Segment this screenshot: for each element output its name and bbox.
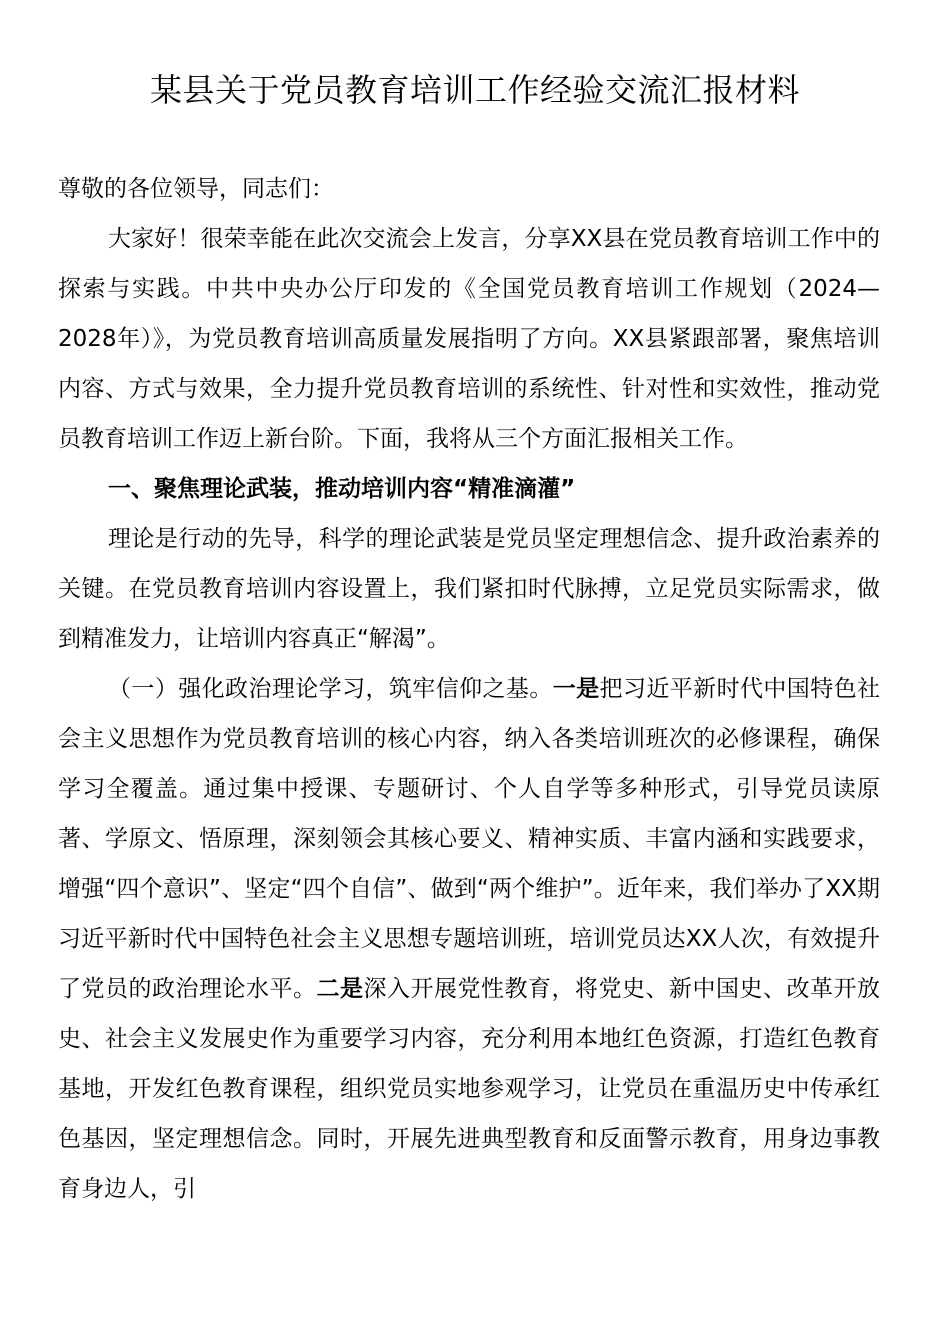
point-text-2: 深入开展党性教育，将党史、新中国史、改革开放史、社会主义发展史作为重要学习内容，充分利用本地红色资源，打造红色教育基地，开发红色教育课程，组织党员实地参观学习，让党员在重温历史中传承红色基因，坚定理想信念。同时，开展先进典型教育和反面警示教育，用身边事教育身边人，引: [58, 976, 880, 1202]
point-label-1: 一是: [552, 676, 600, 702]
intro-paragraph: 大家好！很荣幸能在此次交流会上发言，分享XX县在党员教育培训工作中的探索与实践。中共中央办公厅印发的《全国党员教育培训工作规划（2024—2028年）》，为党员教育培训高质量发展指明了方向。XX县紧跟部署，聚焦培训内容、方式与效果，全力提升党员教育培训的系统性、针对性和实效性，推动党员教育培训工作迈上新台阶。下面，我将从三个方面汇报相关工作。: [58, 226, 880, 452]
point-text-1: 把习近平新时代中国特色社会主义思想作为党员教育培训的核心内容，纳入各类培训班次的必修课程，确保学习全覆盖。通过集中授课、专题研讨、个人自学等多种形式，引导党员读原著、学原文、悟原理，深刻领会其核心要义、精神实质、丰富内涵和实践要求，增强“四个意识”、坚定“四个自信”、做到“两个维护”。近年来，我们举办了XX期习近平新时代中国特色社会主义思想专题培训班，培训党员达XX人次，有效提升了党员的政治理论水平。: [58, 676, 880, 1002]
salutation: 尊敬的各位领导，同志们：: [58, 176, 334, 202]
document-body: [58, 164, 880, 1214]
section-paragraph-1: 理论是行动的先导，科学的理论武装是党员坚定理想信念、提升政治素养的关键。在党员教育培训内容设置上，我们紧扣时代脉搏，立足党员实际需求，做到精准发力，让培训内容真正“解渴”。: [58, 526, 880, 652]
subsection-lead: （一）强化政治理论学习，筑牢信仰之基。: [108, 676, 553, 702]
subsection-paragraph-1: [58, 664, 880, 1214]
section-heading-1: 一、聚焦理论武装，推动培训内容“精准滴灌”: [108, 476, 576, 502]
document-title: 某县关于党员教育培训工作经验交流汇报材料: [149, 71, 800, 109]
point-label-2: 二是: [316, 976, 364, 1002]
